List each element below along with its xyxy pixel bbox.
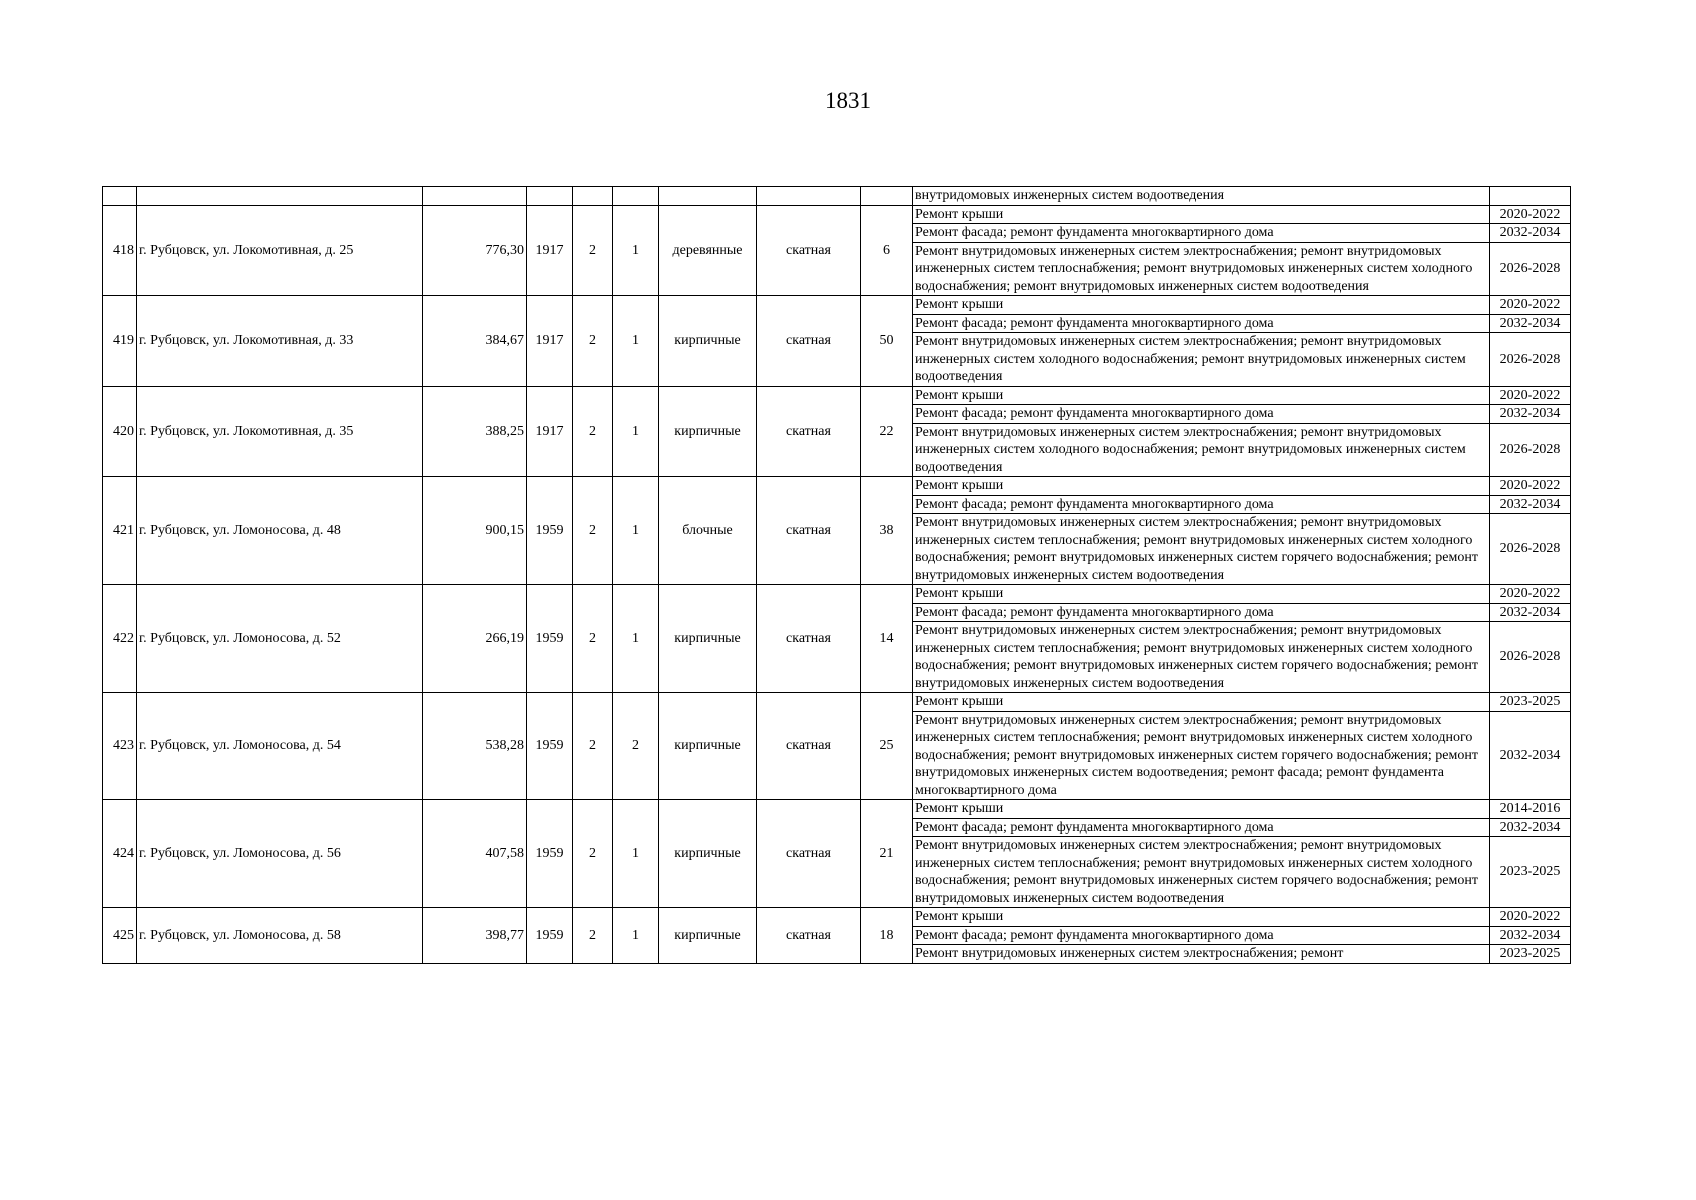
wall-material-cell: блочные: [659, 477, 757, 585]
table-row: [103, 386, 1571, 405]
wall-material-cell: кирпичные: [659, 296, 757, 387]
work-description: Ремонт внутридомовых инженерных систем электроснабжения; ремонт внутридомовых инженерных систем холодного водоснабжения; ремонт внутридомовых инженерных систем водоотведения: [913, 333, 1490, 387]
empty-cell: [861, 187, 913, 206]
floors-cell: 2: [573, 693, 613, 800]
work-period: 2032-2034: [1490, 711, 1571, 800]
entrances-cell: 1: [613, 908, 659, 964]
wall-material-cell: кирпичные: [659, 585, 757, 693]
wear-cell: 38: [861, 477, 913, 585]
entrances-cell: 1: [613, 386, 659, 477]
floors-cell: 2: [573, 296, 613, 387]
work-period: 2032-2034: [1490, 818, 1571, 837]
work-description: Ремонт крыши: [913, 800, 1490, 819]
roof-type-cell: скатная: [757, 477, 861, 585]
roof-type-cell: скатная: [757, 585, 861, 693]
repair-schedule-table: [102, 186, 1571, 964]
work-description: Ремонт крыши: [913, 908, 1490, 927]
roof-type-cell: скатная: [757, 908, 861, 964]
work-period: 2026-2028: [1490, 242, 1571, 296]
entrances-cell: 2: [613, 693, 659, 800]
work-period: 2020-2022: [1490, 908, 1571, 927]
work-period: 2026-2028: [1490, 423, 1571, 477]
work-description: Ремонт фасада; ремонт фундамента многоквартирного дома: [913, 495, 1490, 514]
address-cell: г. Рубцовск, ул. Ломоносова, д. 48: [137, 477, 423, 585]
work-period: 2020-2022: [1490, 386, 1571, 405]
address-cell: г. Рубцовск, ул. Ломоносова, д. 54: [137, 693, 423, 800]
table-row: [103, 477, 1571, 496]
work-period: [1490, 187, 1571, 206]
area-cell: 900,15: [423, 477, 527, 585]
row-number: 422: [103, 585, 137, 693]
entrances-cell: 1: [613, 205, 659, 296]
wall-material-cell: кирпичные: [659, 908, 757, 964]
floors-cell: 2: [573, 800, 613, 908]
wear-cell: 22: [861, 386, 913, 477]
work-description: Ремонт внутридомовых инженерных систем электроснабжения; ремонт: [913, 945, 1490, 964]
wall-material-cell: кирпичные: [659, 800, 757, 908]
work-description: Ремонт крыши: [913, 205, 1490, 224]
work-description: Ремонт крыши: [913, 585, 1490, 604]
table-row: [103, 800, 1571, 819]
table-row: [103, 693, 1571, 712]
work-description: Ремонт фасада; ремонт фундамента многоквартирного дома: [913, 405, 1490, 424]
work-period: 2023-2025: [1490, 945, 1571, 964]
empty-cell: [137, 187, 423, 206]
floors-cell: 2: [573, 908, 613, 964]
work-description: Ремонт фасада; ремонт фундамента многоквартирного дома: [913, 818, 1490, 837]
entrances-cell: 1: [613, 585, 659, 693]
row-number: 425: [103, 908, 137, 964]
wear-cell: 21: [861, 800, 913, 908]
row-number: 424: [103, 800, 137, 908]
work-description: Ремонт фасада; ремонт фундамента многоквартирного дома: [913, 314, 1490, 333]
work-period: 2023-2025: [1490, 837, 1571, 908]
year-cell: 1959: [527, 585, 573, 693]
work-description: Ремонт внутридомовых инженерных систем электроснабжения; ремонт внутридомовых инженерных систем теплоснабжения; ремонт внутридомовых инженерных систем холодного водоснабжения; ремонт внутридомовых инженерных систем горячего водоснабжения; ремонт внутридомовых инженерных систем водоотведения: [913, 514, 1490, 585]
row-number: 419: [103, 296, 137, 387]
wear-cell: 50: [861, 296, 913, 387]
work-period: 2026-2028: [1490, 333, 1571, 387]
work-period: 2020-2022: [1490, 296, 1571, 315]
work-period: 2032-2034: [1490, 405, 1571, 424]
floors-cell: 2: [573, 386, 613, 477]
area-cell: 538,28: [423, 693, 527, 800]
work-description: Ремонт фасада; ремонт фундамента многоквартирного дома: [913, 926, 1490, 945]
roof-type-cell: скатная: [757, 800, 861, 908]
work-period: 2032-2034: [1490, 495, 1571, 514]
wear-cell: 6: [861, 205, 913, 296]
roof-type-cell: скатная: [757, 296, 861, 387]
address-cell: г. Рубцовск, ул. Ломоносова, д. 56: [137, 800, 423, 908]
empty-cell: [527, 187, 573, 206]
entrances-cell: 1: [613, 800, 659, 908]
area-cell: 407,58: [423, 800, 527, 908]
area-cell: 388,25: [423, 386, 527, 477]
area-cell: 776,30: [423, 205, 527, 296]
roof-type-cell: скатная: [757, 386, 861, 477]
address-cell: г. Рубцовск, ул. Ломоносова, д. 58: [137, 908, 423, 964]
empty-cell: [757, 187, 861, 206]
table-row: [103, 205, 1571, 224]
year-cell: 1917: [527, 205, 573, 296]
empty-cell: [423, 187, 527, 206]
work-description: Ремонт крыши: [913, 477, 1490, 496]
row-number: 418: [103, 205, 137, 296]
row-number: 421: [103, 477, 137, 585]
year-cell: 1917: [527, 296, 573, 387]
row-number: 420: [103, 386, 137, 477]
table-row: [103, 585, 1571, 604]
area-cell: 398,77: [423, 908, 527, 964]
table-body: [103, 187, 1571, 964]
work-description: Ремонт крыши: [913, 296, 1490, 315]
continuation-row: [103, 187, 1571, 206]
work-description: Ремонт фасада; ремонт фундамента многоквартирного дома: [913, 224, 1490, 243]
area-cell: 384,67: [423, 296, 527, 387]
wall-material-cell: кирпичные: [659, 386, 757, 477]
year-cell: 1959: [527, 693, 573, 800]
work-description: Ремонт внутридомовых инженерных систем электроснабжения; ремонт внутридомовых инженерных систем теплоснабжения; ремонт внутридомовых инженерных систем холодного водоснабжения; ремонт внутридомовых инженерных систем горячего водоснабжения; ремонт внутридомовых инженерных систем водоотведения: [913, 837, 1490, 908]
area-cell: 266,19: [423, 585, 527, 693]
work-period: 2032-2034: [1490, 224, 1571, 243]
empty-cell: [659, 187, 757, 206]
wear-cell: 14: [861, 585, 913, 693]
work-period: 2026-2028: [1490, 514, 1571, 585]
floors-cell: 2: [573, 477, 613, 585]
address-cell: г. Рубцовск, ул. Ломоносова, д. 52: [137, 585, 423, 693]
wear-cell: 18: [861, 908, 913, 964]
work-period: 2020-2022: [1490, 585, 1571, 604]
work-period: 2023-2025: [1490, 693, 1571, 712]
year-cell: 1917: [527, 386, 573, 477]
roof-type-cell: скатная: [757, 693, 861, 800]
year-cell: 1959: [527, 477, 573, 585]
page-number: 1831: [825, 88, 871, 113]
entrances-cell: 1: [613, 477, 659, 585]
work-description: Ремонт внутридомовых инженерных систем электроснабжения; ремонт внутридомовых инженерных систем теплоснабжения; ремонт внутридомовых инженерных систем холодного водоснабжения; ремонт внутридомовых инженерных систем горячего водоснабжения; ремонт внутридомовых инженерных систем водоотведения; ремонт фасада; ремонт фундамента многоквартирного дома: [913, 711, 1490, 800]
roof-type-cell: скатная: [757, 205, 861, 296]
work-description: Ремонт крыши: [913, 386, 1490, 405]
entrances-cell: 1: [613, 296, 659, 387]
work-period: 2014-2016: [1490, 800, 1571, 819]
empty-cell: [103, 187, 137, 206]
work-description: Ремонт внутридомовых инженерных систем электроснабжения; ремонт внутридомовых инженерных систем теплоснабжения; ремонт внутридомовых инженерных систем холодного водоснабжения; ремонт внутридомовых инженерных систем горячего водоснабжения; ремонт внутридомовых инженерных систем водоотведения: [913, 622, 1490, 693]
work-description: Ремонт фасада; ремонт фундамента многоквартирного дома: [913, 603, 1490, 622]
work-period: 2020-2022: [1490, 477, 1571, 496]
work-description: внутридомовых инженерных систем водоотведения: [913, 187, 1490, 206]
work-period: 2026-2028: [1490, 622, 1571, 693]
floors-cell: 2: [573, 205, 613, 296]
work-description: Ремонт крыши: [913, 693, 1490, 712]
work-period: 2032-2034: [1490, 603, 1571, 622]
work-period: 2032-2034: [1490, 314, 1571, 333]
wall-material-cell: кирпичные: [659, 693, 757, 800]
wear-cell: 25: [861, 693, 913, 800]
empty-cell: [573, 187, 613, 206]
work-description: Ремонт внутридомовых инженерных систем электроснабжения; ремонт внутридомовых инженерных систем теплоснабжения; ремонт внутридомовых инженерных систем холодного водоснабжения; ремонт внутридомовых инженерных систем водоотведения: [913, 242, 1490, 296]
table-row: [103, 908, 1571, 927]
year-cell: 1959: [527, 800, 573, 908]
floors-cell: 2: [573, 585, 613, 693]
work-period: 2032-2034: [1490, 926, 1571, 945]
year-cell: 1959: [527, 908, 573, 964]
work-period: 2020-2022: [1490, 205, 1571, 224]
address-cell: г. Рубцовск, ул. Локомотивная, д. 33: [137, 296, 423, 387]
work-description: Ремонт внутридомовых инженерных систем электроснабжения; ремонт внутридомовых инженерных систем холодного водоснабжения; ремонт внутридомовых инженерных систем водоотведения: [913, 423, 1490, 477]
wall-material-cell: деревянные: [659, 205, 757, 296]
empty-cell: [613, 187, 659, 206]
address-cell: г. Рубцовск, ул. Локомотивная, д. 25: [137, 205, 423, 296]
address-cell: г. Рубцовск, ул. Локомотивная, д. 35: [137, 386, 423, 477]
table-row: [103, 296, 1571, 315]
row-number: 423: [103, 693, 137, 800]
